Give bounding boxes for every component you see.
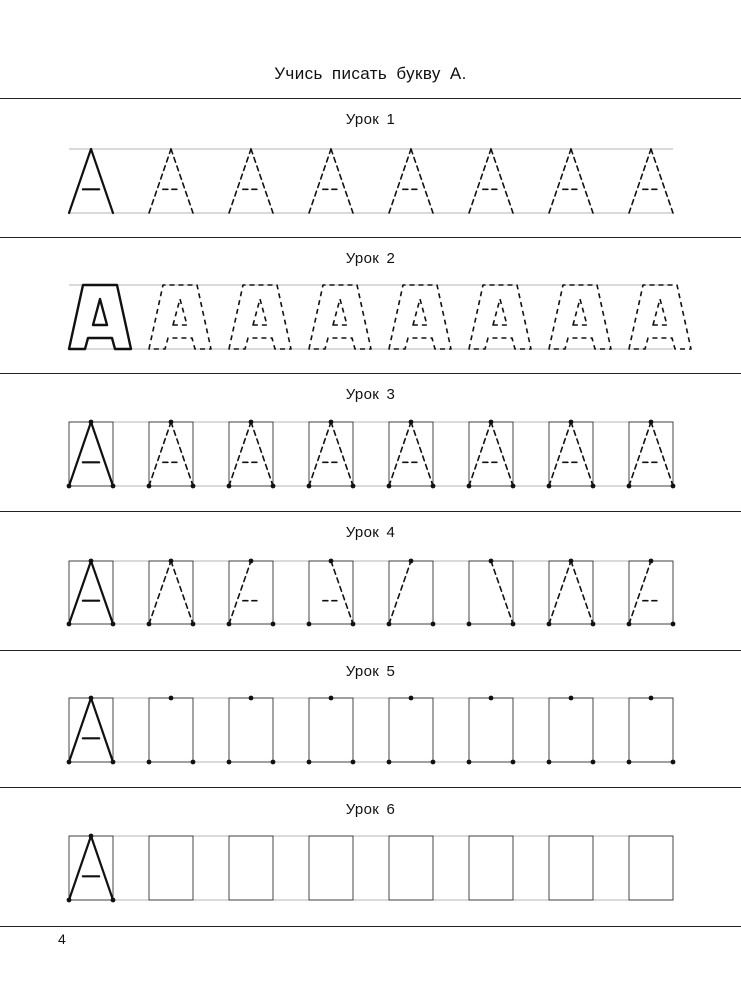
letter-cell <box>307 420 356 489</box>
letter-frame <box>389 698 433 762</box>
guide-dot <box>67 484 72 489</box>
letter-stroke-right <box>91 836 113 900</box>
letter-frame <box>629 698 673 762</box>
letter-cell <box>229 836 273 900</box>
letter-stroke-left <box>469 422 491 486</box>
letter-cell <box>387 420 436 489</box>
letter-cell <box>387 559 436 627</box>
letter-frame <box>389 561 433 624</box>
letter-cell <box>469 285 531 349</box>
guide-dot <box>409 420 414 425</box>
letter-cell <box>227 559 276 627</box>
letter-stroke-left <box>629 149 651 213</box>
letter-stroke-right <box>331 149 353 213</box>
letter-frame <box>229 836 273 900</box>
letter-frame <box>69 561 113 624</box>
letter-counter <box>253 299 267 325</box>
letter-stroke-right <box>411 422 433 486</box>
guide-dot <box>89 559 94 564</box>
letter-stroke-right <box>251 422 273 486</box>
letter-stroke-right <box>571 561 593 624</box>
letter-frame <box>149 698 193 762</box>
guide-dot <box>489 559 494 564</box>
letter-cell <box>149 149 193 213</box>
letter-frame <box>69 422 113 486</box>
guide-dot <box>591 622 596 627</box>
guide-dot <box>467 622 472 627</box>
letter-cell <box>389 285 451 349</box>
letter-stroke-left <box>389 561 411 624</box>
guide-dot <box>671 760 676 765</box>
letter-stroke-right <box>651 422 673 486</box>
letter-cell <box>67 420 116 489</box>
letter-stroke-left <box>629 422 651 486</box>
letter-frame <box>309 698 353 762</box>
letter-stroke-right <box>91 149 113 213</box>
letter-frame <box>549 698 593 762</box>
guide-dot <box>67 760 72 765</box>
guide-dot <box>111 760 116 765</box>
lesson-6-title: Урок 6 <box>345 801 396 818</box>
letter-outline <box>309 285 371 349</box>
guide-dot <box>271 484 276 489</box>
letter-stroke-left <box>629 561 651 624</box>
letter-counter <box>653 299 667 325</box>
letter-cell <box>387 696 436 765</box>
guide-dot <box>89 420 94 425</box>
guide-dot <box>307 622 312 627</box>
letter-cell <box>469 836 513 900</box>
guide-dot <box>409 559 414 564</box>
letter-frame <box>629 561 673 624</box>
guide-dot <box>627 484 632 489</box>
guide-dot <box>249 559 254 564</box>
letter-frame <box>469 422 513 486</box>
letter-stroke-left <box>69 149 91 213</box>
letter-cell <box>627 559 676 627</box>
guide-dot <box>67 622 72 627</box>
letter-cell <box>69 149 113 213</box>
letter-stroke-right <box>491 561 513 624</box>
guide-dot <box>111 898 116 903</box>
letter-frame <box>629 836 673 900</box>
letter-stroke-right <box>491 422 513 486</box>
letter-frame <box>549 561 593 624</box>
letter-cell <box>467 696 516 765</box>
letter-cell <box>307 696 356 765</box>
letter-stroke-right <box>571 422 593 486</box>
letter-stroke-right <box>331 422 353 486</box>
guide-dot <box>169 420 174 425</box>
guide-dot <box>387 484 392 489</box>
letter-stroke-right <box>171 422 193 486</box>
letter-stroke-right <box>331 561 353 624</box>
letter-cell <box>469 149 513 213</box>
letter-frame <box>549 422 593 486</box>
letter-cell <box>309 149 353 213</box>
letter-cell <box>149 836 193 900</box>
guide-dot <box>351 622 356 627</box>
lesson-2-title: Урок 2 <box>345 250 396 267</box>
letter-cell <box>149 285 211 349</box>
letter-frame <box>309 836 353 900</box>
letter-cell <box>547 559 596 627</box>
letter-frame <box>389 836 433 900</box>
letter-cell <box>229 149 273 213</box>
letter-cell <box>309 285 371 349</box>
letter-frame <box>469 836 513 900</box>
letter-counter <box>573 299 587 325</box>
guide-dot <box>249 420 254 425</box>
letter-outline <box>389 285 451 349</box>
guide-dot <box>329 696 334 701</box>
letter-stroke-right <box>171 149 193 213</box>
guide-dot <box>547 622 552 627</box>
letter-stroke-left <box>389 149 411 213</box>
letter-frame <box>549 836 593 900</box>
letter-stroke-left <box>229 561 251 624</box>
letter-stroke-left <box>389 422 411 486</box>
guide-dot <box>591 484 596 489</box>
guide-dot <box>169 559 174 564</box>
guide-dot <box>307 760 312 765</box>
letter-stroke-left <box>549 422 571 486</box>
guide-dot <box>431 484 436 489</box>
letter-frame <box>149 836 193 900</box>
guide-dot <box>147 622 152 627</box>
letter-frame <box>149 422 193 486</box>
letter-outline <box>229 285 291 349</box>
letter-stroke-left <box>549 149 571 213</box>
letter-cell <box>547 420 596 489</box>
guide-dot <box>671 622 676 627</box>
guide-dot <box>387 622 392 627</box>
letter-frame <box>469 561 513 624</box>
guide-dot <box>147 760 152 765</box>
guide-dot <box>387 760 392 765</box>
guide-dot <box>191 760 196 765</box>
guide-dot <box>227 484 232 489</box>
guide-dot <box>249 696 254 701</box>
letter-frame <box>69 698 113 762</box>
guide-dot <box>147 484 152 489</box>
letter-frame <box>309 422 353 486</box>
letter-stroke-left <box>69 836 91 900</box>
letter-cell <box>307 559 356 627</box>
letter-cell <box>549 285 611 349</box>
letter-cell <box>467 559 516 627</box>
guide-dot <box>569 696 574 701</box>
guide-dot <box>271 622 276 627</box>
guide-dot <box>467 760 472 765</box>
guide-dot <box>227 622 232 627</box>
letter-frame <box>69 836 113 900</box>
letter-cell <box>67 559 116 627</box>
letter-stroke-left <box>309 149 331 213</box>
letter-counter <box>333 299 347 325</box>
letter-cell <box>627 696 676 765</box>
letter-stroke-left <box>229 149 251 213</box>
guide-dot <box>489 420 494 425</box>
guide-dot <box>671 484 676 489</box>
letter-cell <box>229 285 291 349</box>
letter-cell <box>389 149 433 213</box>
guide-dot <box>191 484 196 489</box>
letter-stroke-right <box>91 698 113 762</box>
letter-outline <box>69 285 131 349</box>
letter-cell <box>629 149 673 213</box>
letter-frame <box>309 561 353 624</box>
letter-cell <box>69 285 131 349</box>
lesson-5-title: Урок 5 <box>345 663 396 680</box>
letter-cell <box>227 420 276 489</box>
letter-cell <box>547 696 596 765</box>
letter-cell <box>67 834 116 903</box>
guide-dot <box>591 760 596 765</box>
letter-counter <box>173 299 187 325</box>
letter-stroke-left <box>549 561 571 624</box>
guide-dot <box>547 760 552 765</box>
guide-dot <box>649 420 654 425</box>
guide-dot <box>67 898 72 903</box>
guide-dot <box>569 559 574 564</box>
letter-frame <box>149 561 193 624</box>
guide-dot <box>569 420 574 425</box>
guide-dot <box>431 760 436 765</box>
guide-dot <box>329 559 334 564</box>
letter-cell <box>227 696 276 765</box>
letter-stroke-left <box>69 698 91 762</box>
letter-outline <box>549 285 611 349</box>
letter-stroke-right <box>571 149 593 213</box>
letter-frame <box>629 422 673 486</box>
guide-dot <box>169 696 174 701</box>
guide-dot <box>489 696 494 701</box>
letter-cell <box>549 149 593 213</box>
guide-dot <box>511 484 516 489</box>
letter-outline <box>469 285 531 349</box>
guide-dot <box>511 622 516 627</box>
guide-dot <box>111 622 116 627</box>
guide-dot <box>511 760 516 765</box>
letter-stroke-right <box>91 561 113 624</box>
letter-outline <box>629 285 691 349</box>
letter-stroke-left <box>69 561 91 624</box>
page-number: 4 <box>58 931 66 947</box>
letter-frame <box>229 422 273 486</box>
guide-dot <box>547 484 552 489</box>
letter-frame <box>229 698 273 762</box>
letter-outline <box>149 285 211 349</box>
letter-stroke-right <box>91 422 113 486</box>
guide-dot <box>191 622 196 627</box>
guide-dot <box>89 696 94 701</box>
letter-counter <box>413 299 427 325</box>
letter-cell <box>309 836 353 900</box>
guide-dot <box>307 484 312 489</box>
letter-stroke-left <box>469 149 491 213</box>
guide-dot <box>329 420 334 425</box>
guide-dot <box>467 484 472 489</box>
letter-stroke-right <box>491 149 513 213</box>
guide-dot <box>649 559 654 564</box>
guide-dot <box>627 622 632 627</box>
letter-stroke-right <box>171 561 193 624</box>
guide-dot <box>431 622 436 627</box>
letter-stroke-right <box>651 149 673 213</box>
guide-dot <box>351 484 356 489</box>
letter-cell <box>147 559 196 627</box>
letter-stroke-right <box>411 149 433 213</box>
guide-dot <box>627 760 632 765</box>
lesson-1-title: Урок 1 <box>345 111 396 128</box>
lesson-3-title: Урок 3 <box>345 386 396 403</box>
page-title: Учись писать букву А. <box>274 64 467 83</box>
letter-stroke-left <box>149 149 171 213</box>
letter-stroke-left <box>229 422 251 486</box>
letter-cell <box>67 696 116 765</box>
letter-frame <box>389 422 433 486</box>
letter-stroke-right <box>251 149 273 213</box>
guide-dot <box>111 484 116 489</box>
letter-stroke-left <box>309 422 331 486</box>
letter-stroke-left <box>149 561 171 624</box>
letter-stroke-left <box>69 422 91 486</box>
lesson-4-title: Урок 4 <box>345 524 396 541</box>
guide-dot <box>271 760 276 765</box>
letter-frame <box>229 561 273 624</box>
guide-dot <box>227 760 232 765</box>
guide-dot <box>89 834 94 839</box>
letter-cell <box>549 836 593 900</box>
letter-frame <box>469 698 513 762</box>
letter-cell <box>147 696 196 765</box>
letter-cell <box>629 285 691 349</box>
letter-cell <box>147 420 196 489</box>
guide-dot <box>409 696 414 701</box>
letter-cell <box>467 420 516 489</box>
guide-dot <box>649 696 654 701</box>
guide-dot <box>351 760 356 765</box>
letter-counter <box>493 299 507 325</box>
letter-stroke-left <box>149 422 171 486</box>
letter-cell <box>627 420 676 489</box>
letter-counter <box>93 299 107 325</box>
letter-cell <box>389 836 433 900</box>
letter-cell <box>629 836 673 900</box>
